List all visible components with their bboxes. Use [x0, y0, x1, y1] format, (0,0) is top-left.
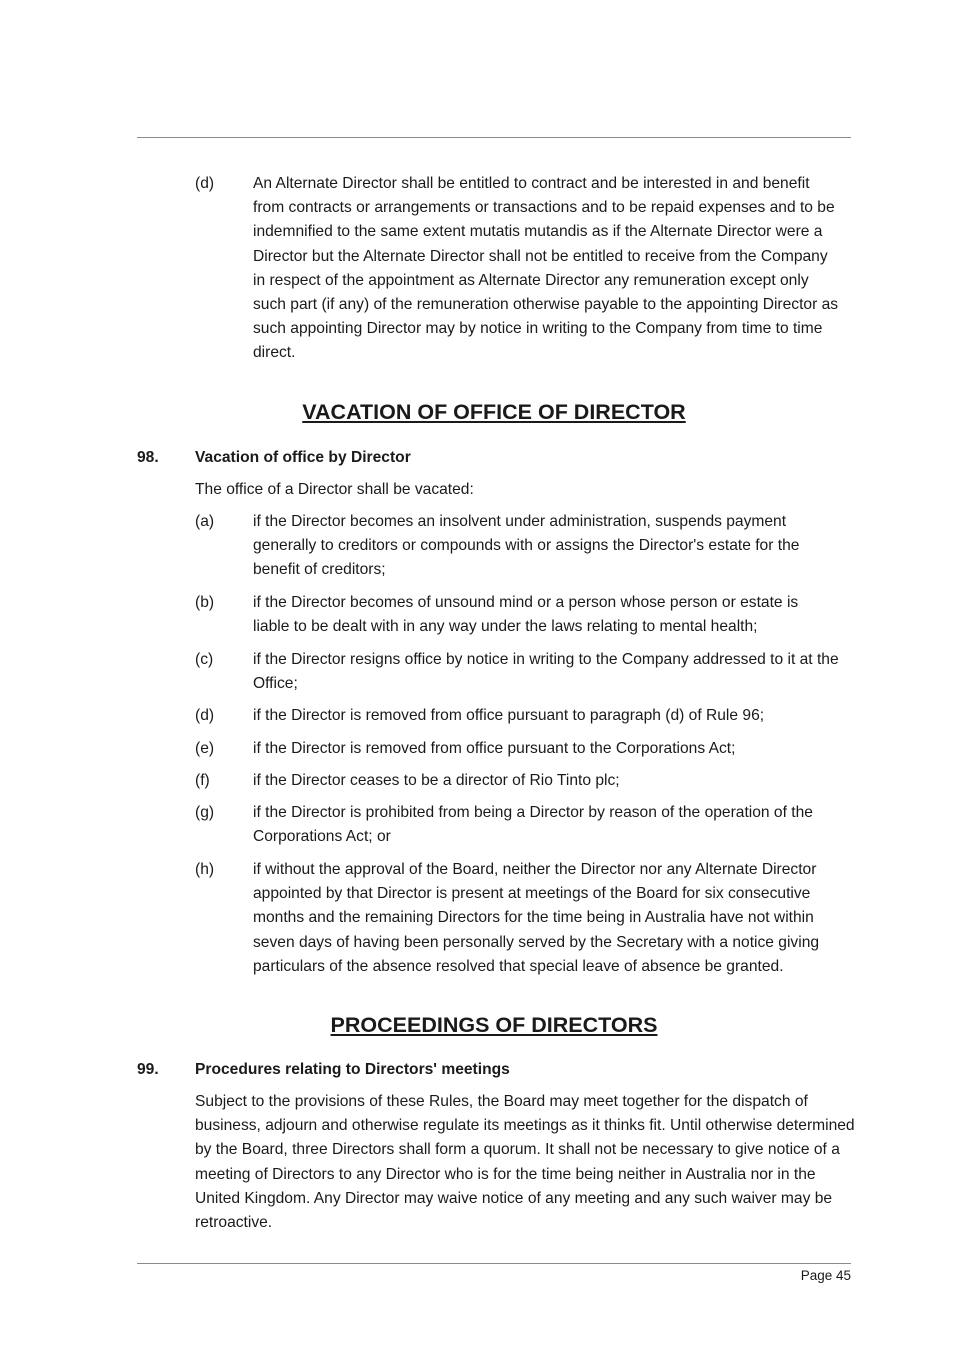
- list-item-label-f: (f): [195, 772, 210, 789]
- list-item-text-a: if the Director becomes an insolvent under administration, suspends payment generally to creditors or compounds with or assigns the Director's estate for the benefit of creditors;: [253, 513, 800, 579]
- list-item-text-c: if the Director resigns office by notice in writing to the Company addressed to it at the Office;: [253, 651, 839, 693]
- list-item-label-a: (a): [195, 513, 215, 530]
- list-item-text-d: if the Director is removed from office pursuant to paragraph (d) of Rule 96;: [253, 707, 765, 724]
- clause-number-98: 98.: [137, 449, 159, 466]
- intro-item-text: An Alternate Director shall be entitled to contract and be interested in and benefit from contracts or arrangements or transactions and to be repaid expenses and to be indemnified to the same extent mutatis mutandis as if the Alternate Director were a Director but the Alternate Director shall not be entitled to receive from the Company in respect of the appointment as Alternate Director any remuneration except only such part (if any) of the remuneration otherwise payable to the appointing Director as such appointing Director may by notice in writing to the Company from time to time direct.: [253, 175, 839, 362]
- list-item-text-b: if the Director becomes of unsound mind or a person whose person or estate is liable to be dealt with in any way under the laws relating to mental health;: [253, 594, 799, 636]
- section-heading-proceedings: PROCEEDINGS OF DIRECTORS: [330, 1013, 658, 1037]
- list-item-label-h: (h): [195, 861, 215, 878]
- list-item-label-d: (d): [195, 707, 215, 724]
- clause-98-lead-in: The office of a Director shall be vacated:: [195, 481, 474, 498]
- clause-99-body: Subject to the provisions of these Rules, the Board may meet together for the dispatch of business, adjourn and otherwise regulate its meetings as it thinks fit. Until otherwise determined by the Board, three Directors shall form a quorum. It shall not be necessary to give notice of a meeting of Directors to any Director who is for the time being neither in Australia nor in the United Kingdom. Any Director may waive notice of any meeting and any such waiver may be retroactive.: [195, 1093, 855, 1232]
- clause-title-98: Vacation of office by Director: [195, 449, 411, 466]
- list-item-label-g: (g): [195, 804, 215, 821]
- header-rule: [137, 137, 851, 138]
- intro-item-label: (d): [195, 175, 215, 192]
- section-heading-vacation: VACATION OF OFFICE OF DIRECTOR: [302, 400, 686, 424]
- clause-title-99: Procedures relating to Directors' meetings: [195, 1061, 510, 1078]
- footer-rule: [137, 1263, 851, 1264]
- list-item-label-e: (e): [195, 740, 215, 757]
- list-item-text-g: if the Director is prohibited from being a Director by reason of the operation of the Corporations Act; or: [253, 804, 813, 846]
- list-item-text-f: if the Director ceases to be a director of Rio Tinto plc;: [253, 772, 620, 789]
- list-item-label-c: (c): [195, 651, 214, 668]
- list-item-text-h: if without the approval of the Board, neither the Director nor any Alternate Director appointed by that Director is present at meetings of the Board for six consecutive months and the remaining Directors for the time being in Australia have not within seven days of having been personally served by the Secretary with a notice giving particulars of the absence resolved that special leave of absence be granted.: [253, 861, 820, 975]
- list-item-text-e: if the Director is removed from office pursuant to the Corporations Act;: [253, 740, 736, 757]
- list-item-label-b: (b): [195, 594, 215, 611]
- clause-number-99: 99.: [137, 1061, 159, 1078]
- page-number: Page 45: [800, 1268, 851, 1283]
